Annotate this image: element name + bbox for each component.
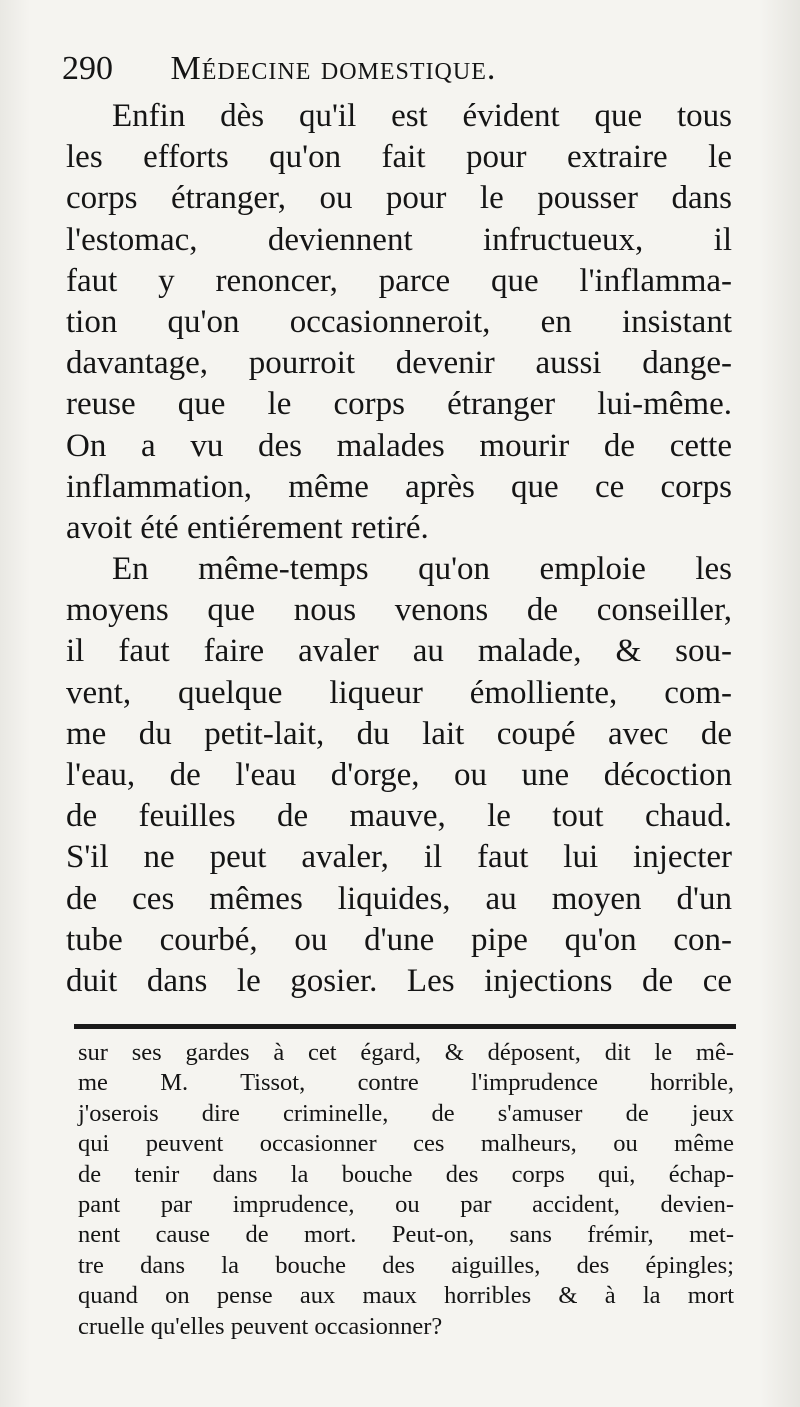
text-line: tube courbé, ou d'une pipe qu'on con- bbox=[66, 921, 732, 958]
text-line: Enfin dès qu'il est évident que tous bbox=[112, 98, 732, 134]
page-number: 290 bbox=[62, 50, 113, 87]
text-line: tion qu'on occasionneroit, en insistant bbox=[66, 303, 732, 340]
text-line: l'eau, de l'eau d'orge, ou une décoction bbox=[66, 757, 732, 793]
footnote bbox=[78, 1038, 734, 1342]
text-line: moyens que nous venons de conseiller, bbox=[66, 592, 732, 629]
footnote-line: sur ses gardes à cet égard, & déposent, dit le mê- bbox=[78, 1039, 734, 1066]
footnote-line: de tenir dans la bouche des corps qui, échap- bbox=[78, 1160, 734, 1188]
text-line: de ces mêmes liquides, au moyen d'un bbox=[66, 880, 732, 917]
footnote-line: cruelle qu'elles peuvent occasionner? bbox=[78, 1312, 443, 1340]
text-line: corps étranger, ou pour le pousser dans bbox=[66, 180, 732, 217]
text-line: les efforts qu'on fait pour extraire le bbox=[66, 139, 732, 176]
text-line: l'estomac, deviennent infructueux, il bbox=[66, 221, 732, 258]
footnote-line: pant par imprudence, ou par accident, devien- bbox=[78, 1190, 734, 1218]
footnote-line: qui peuvent occasionner ces malheurs, ou même bbox=[78, 1130, 734, 1158]
footnote-line: nent cause de mort. Peut-on, sans frémir, met- bbox=[78, 1221, 734, 1249]
text-line: de feuilles de mauve, le tout chaud. bbox=[66, 798, 732, 835]
text-line: En même-temps qu'on emploie les bbox=[112, 551, 732, 588]
running-title: Médecine domestique. bbox=[170, 50, 497, 87]
text-line: faut y renoncer, parce que l'inflamma- bbox=[66, 262, 732, 299]
text-line: S'il ne peut avaler, il faut lui injecter bbox=[66, 839, 732, 876]
footnote-line: tre dans la bouche des aiguilles, des épingles; bbox=[78, 1251, 734, 1279]
main-text bbox=[66, 96, 732, 1002]
text-line: vent, quelque liqueur émolliente, com- bbox=[66, 674, 732, 711]
text-line: inflammation, même après que ce corps bbox=[66, 468, 732, 505]
text-line: me du petit-lait, du lait coupé avec de bbox=[66, 715, 732, 752]
footnote-line: me M. Tissot, contre l'imprudence horrible, bbox=[78, 1069, 734, 1097]
page-header bbox=[62, 44, 742, 94]
text-line: reuse que le corps étranger lui-même. bbox=[66, 386, 732, 423]
text-line: il faut faire avaler au malade, & sou- bbox=[66, 633, 732, 670]
text-line: davantage, pourroit devenir aussi dange- bbox=[66, 345, 732, 382]
footnote-line: quand on pense aux maux horribles & à la mort bbox=[78, 1282, 734, 1310]
footnote-line: j'oserois dire criminelle, de s'amuser de jeux bbox=[78, 1099, 734, 1127]
text-line: On a vu des malades mourir de cette bbox=[66, 427, 732, 464]
text-line: avoit été entiérement retiré. bbox=[66, 509, 429, 546]
footnote-divider bbox=[74, 1024, 736, 1029]
text-line: duit dans le gosier. Les injections de ce bbox=[66, 962, 732, 999]
